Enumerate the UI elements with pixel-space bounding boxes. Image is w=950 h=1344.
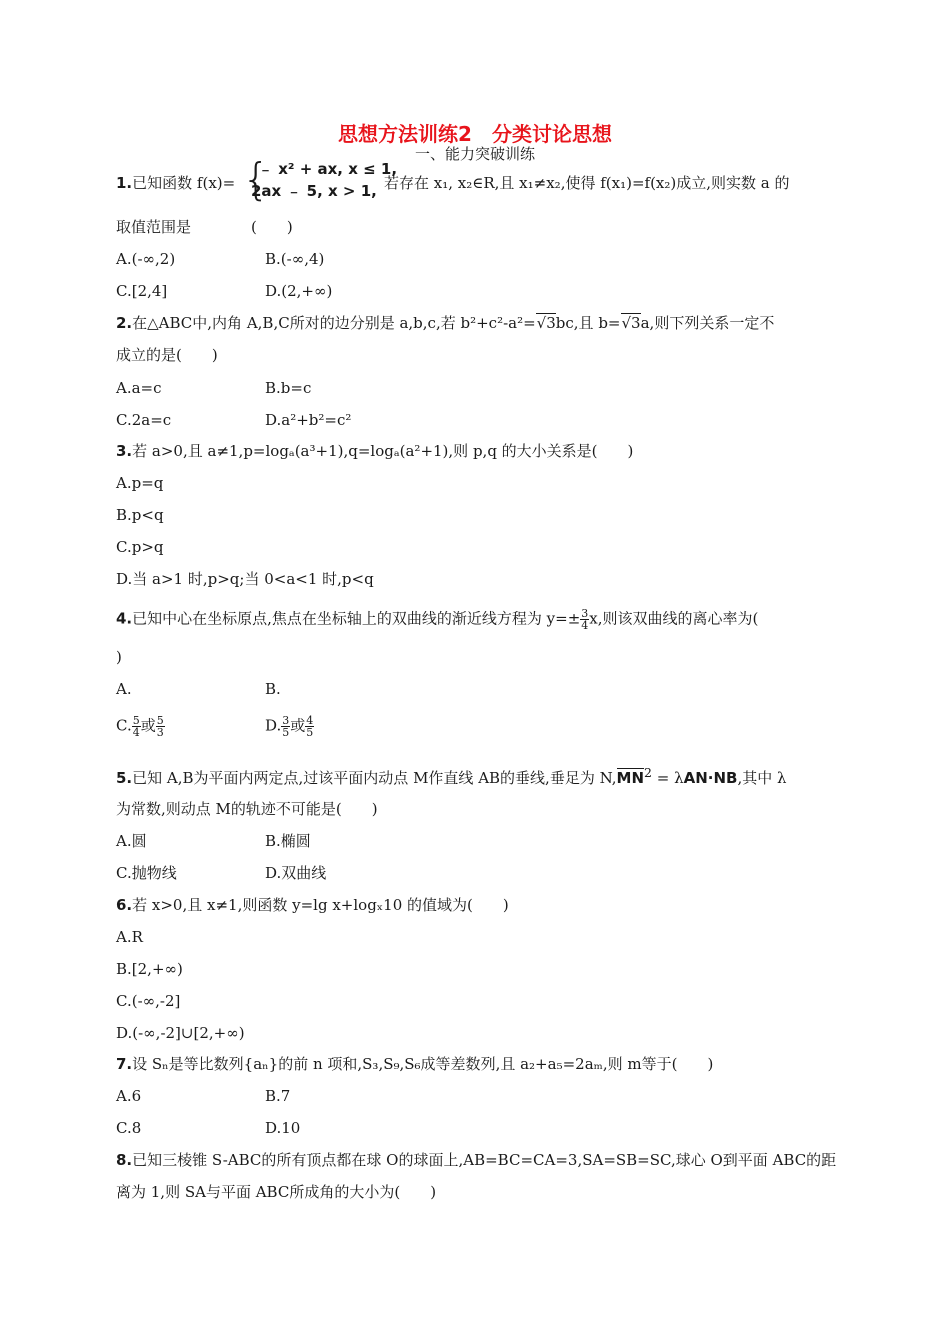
q7-option-d: D.10 xyxy=(265,1119,301,1137)
question-8-line-1 xyxy=(116,1150,836,1170)
q2-option-d: D.a²+b²=c² xyxy=(265,411,352,429)
q1-piece-1: ﹣ x² + ax, x ≤ 1, xyxy=(258,160,398,178)
vector-product: AN·NB xyxy=(683,769,738,787)
q4-text-b: x,则该双曲线的离心率为( xyxy=(589,609,759,628)
q2-text-b: bc,且 b= xyxy=(555,314,621,332)
section-subtitle: 一、能力突破训练 xyxy=(414,145,535,163)
question-1-line-2: 取值范围是 ( ) xyxy=(116,218,293,236)
q6-option-d: D.(-∞,-2]∪[2,+∞) xyxy=(116,1024,245,1042)
q2-option-c: C.2a=c xyxy=(116,411,172,429)
question-4-line-1 xyxy=(116,608,758,631)
q6-option-c: C.(-∞,-2] xyxy=(116,992,181,1010)
q3-text: 若 a>0,且 a≠1,p=logₐ(a³+1),q=logₐ(a²+1),则 p,q 的大小关系是( ) xyxy=(132,442,634,460)
sqrt-three-2: √3 xyxy=(621,314,641,332)
q1-option-c: C.[2,4] xyxy=(116,282,168,300)
question-3-line-1 xyxy=(116,441,633,461)
q1-option-d: D.(2,+∞) xyxy=(265,282,333,300)
q4-option-d: D. $\frac{3}{5}$ 或 $\frac{4}{5}$ xyxy=(265,714,314,739)
fraction-three-quarters: $\frac{3}{4}$ xyxy=(581,607,589,632)
q5-text-b: ,其中 λ xyxy=(737,769,787,787)
q2-text-a: 在△ABC中,内角 A,B,C所对的边分别是 a,b,c,若 b²+c²-a²= xyxy=(132,314,536,332)
q1-tail: 若存在 x₁, x₂∈R,且 x₁≠x₂,使得 f(x₁)=f(x₂)成立,则实数 a 的 xyxy=(384,174,790,192)
question-number: 8. xyxy=(116,1151,133,1169)
question-6-line-1 xyxy=(116,895,509,915)
q4-option-c: C. $\frac{5}{4}$ 或 $\frac{5}{3}$ xyxy=(116,714,164,739)
question-number: 5. xyxy=(116,769,133,787)
question-number: 4. xyxy=(116,609,133,628)
question-4-line-2: ) xyxy=(116,648,122,666)
q2-option-a: A.a=c xyxy=(116,379,162,397)
q5-option-c: C.抛物线 xyxy=(116,864,177,882)
q5-option-a: A.圆 xyxy=(116,832,147,850)
q1-option-a: A.(-∞,2) xyxy=(116,250,176,268)
q2-text-c: a,则下列关系一定不 xyxy=(640,314,775,332)
question-5-line-1 xyxy=(116,763,787,788)
question-number: 2. xyxy=(116,314,133,332)
q1-option-b: B.(-∞,4) xyxy=(265,250,325,268)
q4-option-a: A. xyxy=(116,680,132,698)
q3-option-c: C.p>q xyxy=(116,538,164,556)
q3-option-b: B.p<q xyxy=(116,506,164,524)
question-5-line-2: 为常数,则动点 M的轨迹不可能是( ) xyxy=(116,800,378,818)
q1-piece-2: 2ax ﹣ 5, x > 1, xyxy=(251,182,377,200)
fraction: $\frac{5}{3}$ xyxy=(156,714,164,739)
fraction: $\frac{3}{5}$ xyxy=(282,714,290,739)
page-title: 思想方法训练2 分类讨论思想 xyxy=(338,122,612,146)
q6-option-a: A.R xyxy=(116,928,143,946)
q6-text: 若 x>0,且 x≠1,则函数 y=lg x+logₓ10 的值域为( ) xyxy=(132,896,509,914)
question-2-line-1 xyxy=(116,313,774,333)
q7-option-c: C.8 xyxy=(116,1119,142,1137)
q4-text-a: 已知中心在坐标原点,焦点在坐标轴上的双曲线的渐近线方程为 y=± xyxy=(132,609,581,628)
fraction: $\frac{4}{5}$ xyxy=(306,714,314,739)
question-2-line-2: 成立的是( ) xyxy=(116,346,218,364)
q3-option-a: A.p=q xyxy=(116,474,164,492)
sqrt-three-1: √3 xyxy=(536,314,556,332)
piecewise-brace: { xyxy=(242,154,270,205)
fraction: $\frac{5}{4}$ xyxy=(132,714,140,739)
q3-option-d: D.当 a>1 时,p>q;当 0<a<1 时,p<q xyxy=(116,570,374,588)
question-number: 3. xyxy=(116,442,133,460)
q6-option-b: B.[2,+∞) xyxy=(116,960,183,978)
question-number: 7. xyxy=(116,1055,133,1073)
q5-text-a: 已知 A,B为平面内两定点,过该平面内动点 M作直线 AB的垂线,垂足为 N, xyxy=(132,769,617,787)
question-number: 1. xyxy=(116,174,133,192)
q8-text: 已知三棱锥 S-ABC的所有顶点都在球 O的球面上,AB=BC=CA=3,SA=SB=SC,球心 O到平面 ABC的距 xyxy=(132,1151,837,1169)
q7-text: 设 Sₙ是等比数列{aₙ}的前 n 项和,S₃,S₉,S₆成等差数列,且 a₂+a₅=2aₘ,则 m等于( ) xyxy=(132,1055,714,1073)
q4-option-b: B. xyxy=(265,680,281,698)
vector-mn: MN xyxy=(616,769,645,787)
lambda: = λ xyxy=(651,769,684,787)
q1-lead: 已知函数 f(x)= xyxy=(132,174,236,192)
q7-option-b: B.7 xyxy=(265,1087,291,1105)
q2-option-b: B.b=c xyxy=(265,379,312,397)
q5-option-d: D.双曲线 xyxy=(265,864,327,882)
question-7-line-1 xyxy=(116,1054,713,1074)
question-1-line-1 xyxy=(116,173,235,193)
q7-option-a: A.6 xyxy=(116,1087,142,1105)
exponent: 2 xyxy=(644,765,652,780)
question-number: 6. xyxy=(116,896,133,914)
question-8-line-2: 离为 1,则 SA与平面 ABC所成角的大小为( ) xyxy=(116,1183,437,1201)
q5-option-b: B.椭圆 xyxy=(265,832,311,850)
